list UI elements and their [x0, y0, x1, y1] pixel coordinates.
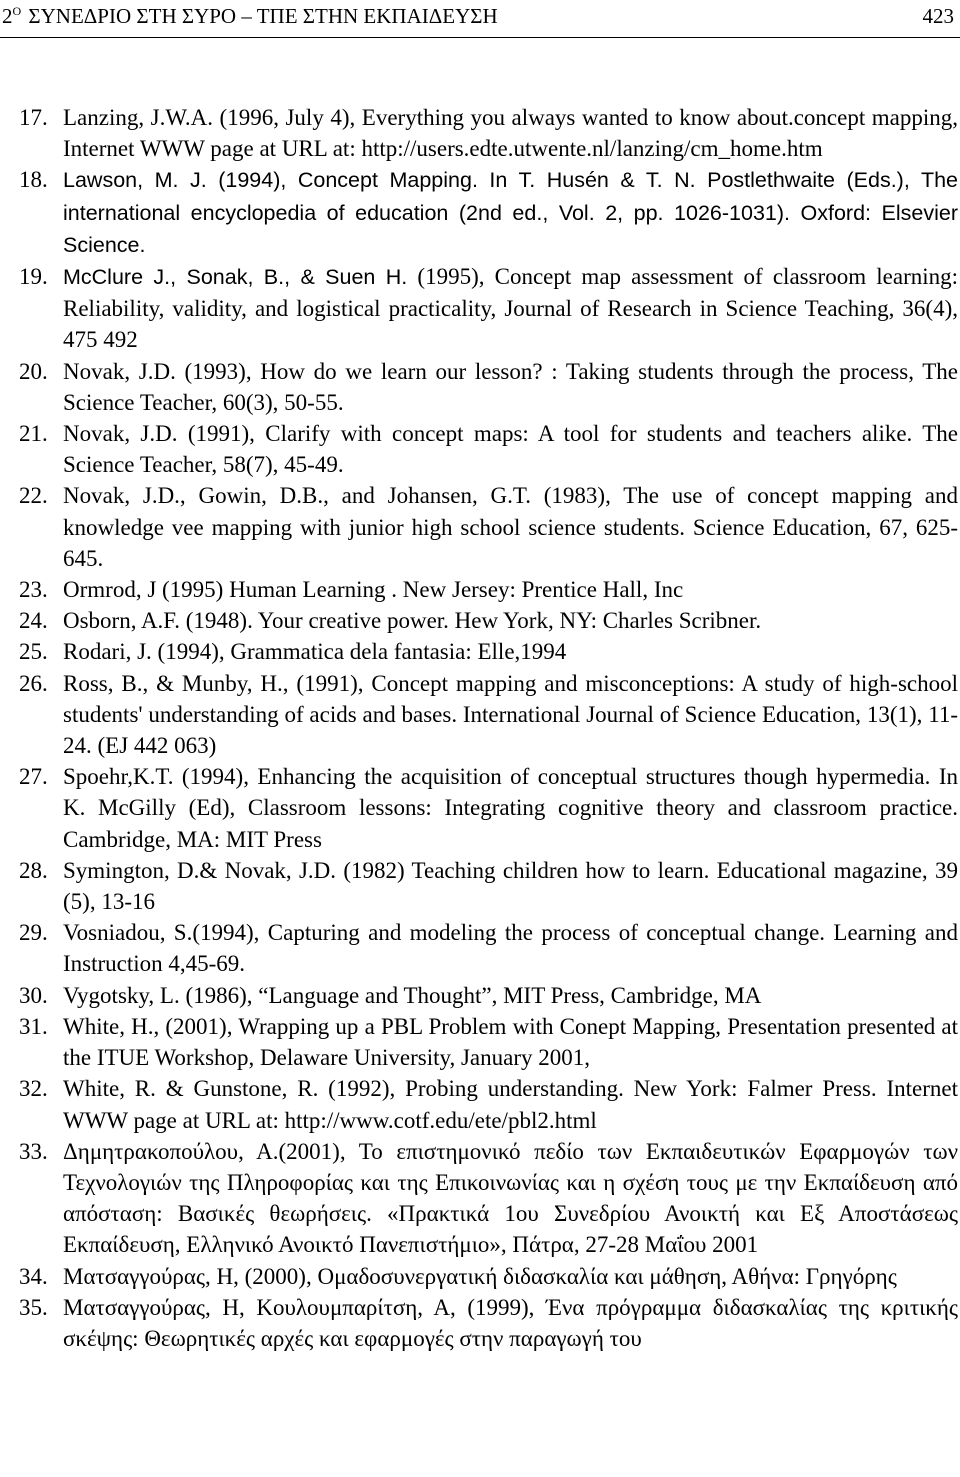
reference-text: Novak, J.D. (1991), Clarify with concept maps: A tool for students and teachers alike. The Science Teacher, 58(7), 45-49.: [63, 421, 958, 478]
reference-item: [0, 1073, 958, 1135]
reference-number: 26.: [19, 670, 48, 696]
reference-item: [0, 605, 958, 636]
reference-text: Osborn, A.F. (1948). Your creative power. Hew York, NY: Charles Scribner.: [63, 608, 762, 634]
reference-number: 21.: [19, 421, 48, 447]
reference-number: 22.: [19, 483, 48, 509]
reference-number: 20.: [19, 358, 48, 384]
reference-item: [0, 1292, 958, 1354]
conference-title: ΣΥΝΕΔΡΙΟ ΣΤΗ ΣΥΡΟ – ΤΠΕ ΣΤΗΝ ΕΚΠΑΙΔΕΥΣΗ: [28, 4, 498, 28]
reference-item: [0, 917, 958, 979]
reference-text: Novak, J.D., Gowin, D.B., and Johansen, G.T. (1983), The use of concept mapping and knowledge vee mapping with junior high school science students. Science Education, 67, 625-645.: [63, 483, 958, 571]
reference-number: 19.: [19, 264, 48, 290]
reference-item: [0, 480, 958, 574]
reference-text: (1995), Concept map assessment of classroom learning: Reliability, validity, and logistical practicality, Journal of Research in Science Teaching, 36(4), 475 492: [63, 264, 959, 353]
reference-number: 30.: [19, 982, 48, 1008]
reference-item: [0, 761, 958, 855]
reference-number: 32.: [19, 1076, 48, 1102]
reference-authors: McClure J., Sonak, B., & Suen H.: [63, 265, 408, 290]
reference-text: Lanzing, J.W.A. (1996, July 4), Everything you always wanted to know about.concept mapping, Internet WWW page at URL at: http://users.edte.utwente.nl/lanzing/cm_home.htm: [63, 105, 958, 162]
reference-text: Ross, B., & Munby, H., (1991), Concept mapping and misconceptions: A study of high-school students' understanding of acids and bases. International Journal of Science Education, 13(1), 11-24. (EJ 442 063): [63, 670, 958, 759]
reference-number: 29.: [19, 920, 48, 946]
reference-text: Vosniadou, S.(1994), Capturing and modeling the process of conceptual change. Learning and Instruction 4,45-69.: [63, 920, 958, 977]
reference-item: [0, 1136, 958, 1261]
reference-item: [0, 418, 958, 480]
reference-text: White, R. & Gunstone, R. (1992), Probing understanding. New York: Falmer Press. Internet WWW page at URL at: http://www.cotf.edu/ete/pbl2.html: [63, 1076, 958, 1133]
reference-text: Vygotsky, L. (1986), “Language and Thought”, MIT Press, Cambridge, MA: [63, 982, 762, 1008]
reference-item: [0, 356, 958, 418]
reference-list: [0, 102, 958, 1354]
reference-text: White, H., (2001), Wrapping up a PBL Problem with Conept Mapping, Presentation presented at the ITUE Workshop, Delaware University, January 2001,: [63, 1013, 958, 1071]
reference-item: [0, 636, 958, 667]
reference-text: Lawson, M. J. (1994), Concept Mapping. In T. Husén & T. N. Postlethwaite (Eds.), The international encyclopedia of education (2nd ed., Vol. 2, pp. 1026-1031). Oxford: Elsevier Science.: [63, 168, 958, 257]
reference-text: Ματσαγγούρας, Η, (2000), Ομαδοσυνεργατική διδασκαλία και μάθηση, Αθήνα: Γρηγόρης: [63, 1263, 897, 1289]
reference-number: 33.: [19, 1138, 48, 1164]
reference-number: 28.: [19, 857, 48, 883]
reference-number: 25.: [19, 639, 48, 665]
reference-item: [0, 102, 958, 164]
reference-item: [0, 164, 958, 261]
reference-item: [0, 855, 958, 917]
reference-number: 23.: [19, 577, 48, 603]
page-header: [0, 0, 960, 38]
reference-number: 17.: [19, 105, 48, 130]
reference-item: [0, 1011, 958, 1073]
running-title: [2, 4, 498, 29]
reference-item: [0, 1261, 958, 1292]
reference-item: [0, 261, 958, 356]
ordinal-superscript: Ο: [12, 4, 22, 18]
reference-number: 34.: [19, 1263, 48, 1289]
reference-text: Δημητρακοπούλου, Α.(2001), Το επιστημονικό πεδίο των Εκπαιδευτικών Εφαρμογών των Τεχνολογιών της Πληροφορίας και της Επικοινωνίας και η σχέση τους με την Εκπαίδευση από απόσταση: Βασικές θεωρήσεις. «Πρακτικά 1ου Συνεδρίου Ανοικτή και Εξ Αποστάσεως Εκπαίδευση, Ελληνικό Ανοικτό Πανεπιστήμιο», Πάτρα, 27-28 Μαΐου 2001: [63, 1138, 958, 1258]
reference-number: 24.: [19, 608, 48, 634]
reference-number: 18.: [19, 167, 48, 193]
reference-text: Rodari, J. (1994), Grammatica dela fantasia: Elle,1994: [63, 639, 567, 665]
reference-number: 31.: [19, 1013, 48, 1039]
reference-text: Novak, J.D. (1993), How do we learn our lesson? : Taking students through the process, The Science Teacher, 60(3), 50-55.: [63, 358, 958, 415]
reference-item: [0, 980, 958, 1011]
reference-item: [0, 574, 958, 605]
reference-number: 27.: [19, 764, 48, 790]
page-number: 423: [922, 4, 954, 28]
reference-text: Spoehr,K.T. (1994), Enhancing the acquisition of conceptual structures though hypermedia. In K. McGilly (Ed), Classroom lessons: Integrating cognitive theory and classroom practice. Cambridge, MA: MIT Press: [63, 764, 958, 852]
reference-number: 35.: [19, 1294, 48, 1320]
reference-text: Symington, D.& Novak, J.D. (1982) Teaching children how to learn. Educational magazine, 39 (5), 13-16: [63, 857, 958, 915]
reference-text: Ματσαγγούρας, Η, Κουλουμπαρίτση, Α, (1999), Ένα πρόγραμμα διδασκαλίας της κριτικής σκέψης: Θεωρητικές αρχές και εφαρμογές στην παραγωγή του: [63, 1294, 958, 1351]
conference-number: 2: [2, 4, 13, 28]
reference-item: [0, 668, 958, 762]
reference-text: Ormrod, J (1995) Human Learning . New Jersey: Prentice Hall, Inc: [63, 577, 684, 603]
